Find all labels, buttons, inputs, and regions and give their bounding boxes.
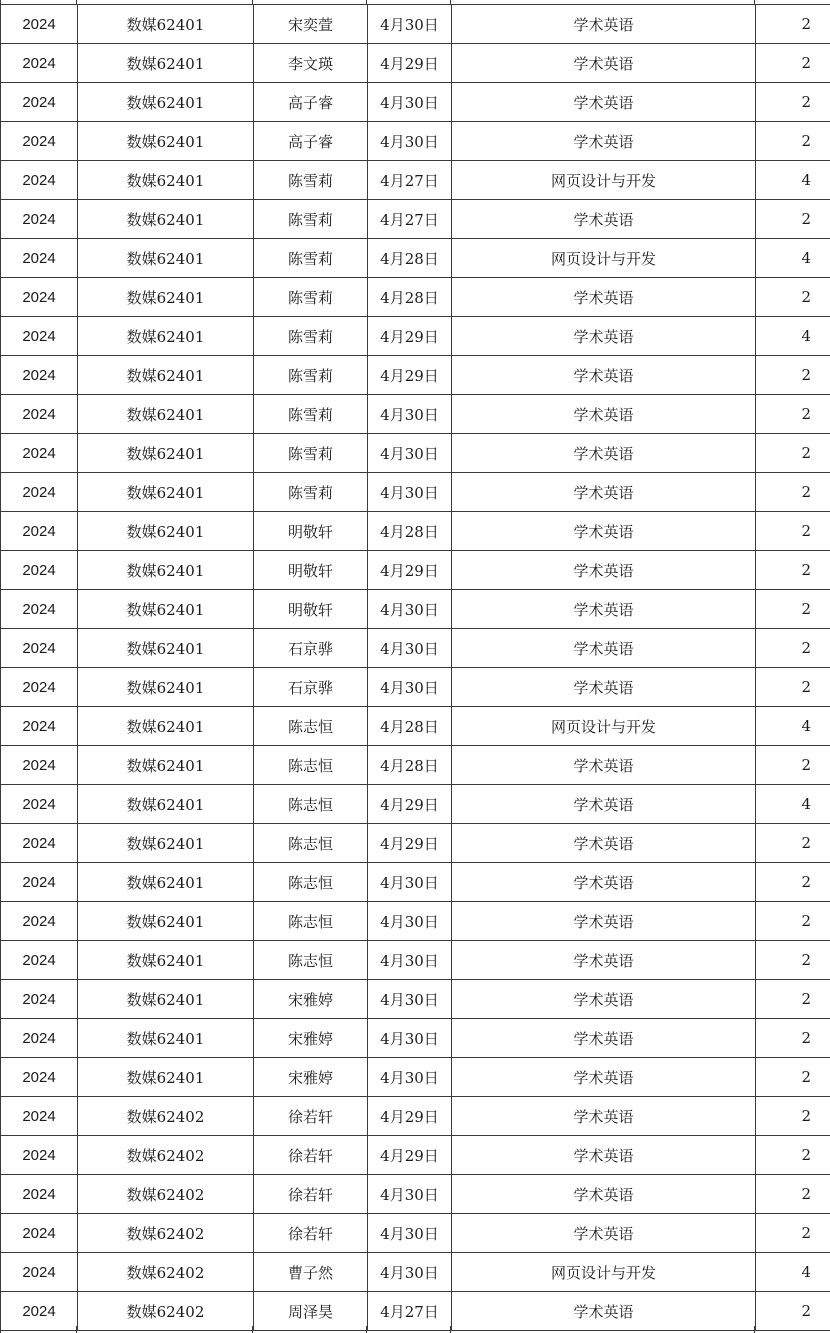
cell-year: 2024 [1, 707, 78, 746]
cell-name: 曹子然 [254, 1253, 368, 1292]
cell-class: 数媒62401 [78, 356, 254, 395]
table-row [1, 317, 830, 356]
table-row [1, 941, 830, 980]
cell-hours: 2 [756, 551, 830, 590]
cell-date: 4月30日 [368, 1253, 452, 1292]
cell-class: 数媒62401 [78, 980, 254, 1019]
table-row [1, 707, 830, 746]
table-row [1, 629, 830, 668]
table-row [1, 1019, 830, 1058]
cell-hours: 2 [756, 863, 830, 902]
cell-course: 学术英语 [452, 122, 756, 161]
cell-class: 数媒62401 [78, 590, 254, 629]
cell-hours: 2 [756, 83, 830, 122]
cell-year: 2024 [1, 980, 78, 1019]
cell-name: 陈志恒 [254, 785, 368, 824]
cell-year: 2024 [1, 434, 78, 473]
cell-hours: 2 [756, 395, 830, 434]
cell-class: 数媒62401 [78, 200, 254, 239]
cell-hours: 2 [756, 122, 830, 161]
cell-hours: 4 [756, 317, 830, 356]
cell-name: 明敬轩 [254, 551, 368, 590]
cell-date: 4月30日 [368, 1214, 452, 1253]
cell-year: 2024 [1, 590, 78, 629]
cell-hours: 2 [756, 902, 830, 941]
cell-course: 学术英语 [452, 473, 756, 512]
cell-name: 徐若轩 [254, 1136, 368, 1175]
cropped-bottom-edge [0, 1326, 830, 1333]
cell-course: 学术英语 [452, 512, 756, 551]
cell-class: 数媒62401 [78, 629, 254, 668]
cell-hours: 4 [756, 785, 830, 824]
cell-year: 2024 [1, 1214, 78, 1253]
table-row [1, 668, 830, 707]
cell-class: 数媒62401 [78, 941, 254, 980]
cell-class: 数媒62401 [78, 239, 254, 278]
cell-name: 高子睿 [254, 83, 368, 122]
cell-class: 数媒62402 [78, 1136, 254, 1175]
cell-date: 4月30日 [368, 5, 452, 44]
table-row [1, 1214, 830, 1253]
cell-date: 4月30日 [368, 1175, 452, 1214]
cell-hours: 2 [756, 668, 830, 707]
cell-year: 2024 [1, 863, 78, 902]
table-row [1, 44, 830, 83]
cell-course: 学术英语 [452, 902, 756, 941]
cell-course: 学术英语 [452, 200, 756, 239]
cell-name: 明敬轩 [254, 590, 368, 629]
cell-class: 数媒62401 [78, 317, 254, 356]
cell-hours: 2 [756, 1097, 830, 1136]
cell-date: 4月30日 [368, 863, 452, 902]
cell-course: 学术英语 [452, 980, 756, 1019]
cell-year: 2024 [1, 161, 78, 200]
cell-course: 学术英语 [452, 551, 756, 590]
cell-hours: 2 [756, 356, 830, 395]
cell-date: 4月30日 [368, 122, 452, 161]
cell-class: 数媒62401 [78, 863, 254, 902]
table-row [1, 200, 830, 239]
cell-hours: 2 [756, 200, 830, 239]
cell-date: 4月30日 [368, 668, 452, 707]
cell-course: 学术英语 [452, 5, 756, 44]
cell-course: 学术英语 [452, 941, 756, 980]
cell-course: 学术英语 [452, 863, 756, 902]
table-row [1, 239, 830, 278]
cell-year: 2024 [1, 1136, 78, 1175]
cell-date: 4月30日 [368, 83, 452, 122]
cell-year: 2024 [1, 5, 78, 44]
cell-hours: 2 [756, 590, 830, 629]
cell-course: 学术英语 [452, 356, 756, 395]
table-row [1, 434, 830, 473]
cell-class: 数媒62401 [78, 668, 254, 707]
cell-date: 4月27日 [368, 200, 452, 239]
cell-year: 2024 [1, 200, 78, 239]
cell-name: 陈雪莉 [254, 473, 368, 512]
cell-class: 数媒62401 [78, 551, 254, 590]
cell-name: 陈雪莉 [254, 278, 368, 317]
cell-class: 数媒62401 [78, 512, 254, 551]
cell-year: 2024 [1, 239, 78, 278]
table-row [1, 356, 830, 395]
cell-name: 李文瑛 [254, 44, 368, 83]
cell-date: 4月30日 [368, 1058, 452, 1097]
cell-course: 学术英语 [452, 1058, 756, 1097]
cell-hours: 4 [756, 1253, 830, 1292]
cell-course: 学术英语 [452, 746, 756, 785]
cell-course: 学术英语 [452, 395, 756, 434]
cell-name: 明敬轩 [254, 512, 368, 551]
cell-hours: 4 [756, 239, 830, 278]
cell-class: 数媒62402 [78, 1175, 254, 1214]
cell-hours: 2 [756, 5, 830, 44]
cell-year: 2024 [1, 785, 78, 824]
cell-hours: 2 [756, 278, 830, 317]
cell-year: 2024 [1, 1058, 78, 1097]
cell-name: 陈志恒 [254, 824, 368, 863]
table-row [1, 5, 830, 44]
cell-name: 陈志恒 [254, 863, 368, 902]
cell-year: 2024 [1, 824, 78, 863]
table-row [1, 278, 830, 317]
cell-hours: 2 [756, 434, 830, 473]
cell-date: 4月28日 [368, 239, 452, 278]
cell-date: 4月28日 [368, 278, 452, 317]
cell-course: 学术英语 [452, 629, 756, 668]
cell-name: 陈雪莉 [254, 317, 368, 356]
cell-class: 数媒62401 [78, 746, 254, 785]
cell-course: 学术英语 [452, 1136, 756, 1175]
cell-name: 陈雪莉 [254, 161, 368, 200]
cell-name: 陈志恒 [254, 707, 368, 746]
cell-year: 2024 [1, 629, 78, 668]
cell-year: 2024 [1, 1292, 78, 1331]
cell-date: 4月28日 [368, 707, 452, 746]
cell-course: 学术英语 [452, 590, 756, 629]
table-row [1, 473, 830, 512]
cell-class: 数媒62401 [78, 122, 254, 161]
cell-year: 2024 [1, 278, 78, 317]
cell-name: 宋雅婷 [254, 1019, 368, 1058]
cell-date: 4月29日 [368, 1097, 452, 1136]
cell-year: 2024 [1, 1019, 78, 1058]
cell-name: 徐若轩 [254, 1175, 368, 1214]
cell-date: 4月30日 [368, 629, 452, 668]
cell-date: 4月30日 [368, 434, 452, 473]
cell-course: 学术英语 [452, 44, 756, 83]
cell-hours: 2 [756, 1058, 830, 1097]
cell-class: 数媒62401 [78, 1058, 254, 1097]
cell-name: 宋雅婷 [254, 980, 368, 1019]
table-row [1, 746, 830, 785]
cell-course: 学术英语 [452, 317, 756, 356]
cell-date: 4月29日 [368, 44, 452, 83]
cell-date: 4月28日 [368, 746, 452, 785]
cell-class: 数媒62401 [78, 473, 254, 512]
cell-course: 网页设计与开发 [452, 1253, 756, 1292]
cell-course: 学术英语 [452, 1097, 756, 1136]
cell-name: 陈志恒 [254, 941, 368, 980]
cell-name: 徐若轩 [254, 1214, 368, 1253]
cell-year: 2024 [1, 356, 78, 395]
cell-course: 学术英语 [452, 1292, 756, 1331]
cell-year: 2024 [1, 668, 78, 707]
cell-class: 数媒62401 [78, 1019, 254, 1058]
table-row [1, 1292, 830, 1331]
cell-date: 4月29日 [368, 356, 452, 395]
table-row [1, 161, 830, 200]
table-row [1, 824, 830, 863]
cell-class: 数媒62401 [78, 44, 254, 83]
table-body [1, 5, 830, 1331]
cell-date: 4月28日 [368, 512, 452, 551]
cell-class: 数媒62402 [78, 1214, 254, 1253]
table-row [1, 1136, 830, 1175]
cell-hours: 2 [756, 1214, 830, 1253]
cell-year: 2024 [1, 122, 78, 161]
cell-date: 4月30日 [368, 980, 452, 1019]
table-row [1, 980, 830, 1019]
table-row [1, 1175, 830, 1214]
cell-name: 石京骅 [254, 668, 368, 707]
cell-hours: 2 [756, 1292, 830, 1331]
cell-name: 宋奕萱 [254, 5, 368, 44]
table-row [1, 590, 830, 629]
cell-hours: 2 [756, 629, 830, 668]
cell-hours: 2 [756, 44, 830, 83]
cell-name: 周泽昊 [254, 1292, 368, 1331]
cell-course: 网页设计与开发 [452, 239, 756, 278]
cell-hours: 2 [756, 941, 830, 980]
cell-name: 宋雅婷 [254, 1058, 368, 1097]
cell-course: 学术英语 [452, 83, 756, 122]
cell-course: 学术英语 [452, 668, 756, 707]
cell-course: 学术英语 [452, 278, 756, 317]
cell-date: 4月30日 [368, 395, 452, 434]
cell-year: 2024 [1, 1175, 78, 1214]
cell-name: 陈雪莉 [254, 395, 368, 434]
cell-class: 数媒62402 [78, 1292, 254, 1331]
cell-name: 石京骅 [254, 629, 368, 668]
table-row [1, 1058, 830, 1097]
cell-date: 4月29日 [368, 824, 452, 863]
cell-class: 数媒62401 [78, 83, 254, 122]
cell-year: 2024 [1, 746, 78, 785]
cell-hours: 2 [756, 746, 830, 785]
cell-date: 4月29日 [368, 785, 452, 824]
cell-hours: 2 [756, 473, 830, 512]
cell-date: 4月30日 [368, 590, 452, 629]
cell-name: 陈雪莉 [254, 434, 368, 473]
table-row [1, 395, 830, 434]
cell-date: 4月29日 [368, 551, 452, 590]
attendance-table [0, 4, 830, 1331]
cell-year: 2024 [1, 551, 78, 590]
cell-class: 数媒62401 [78, 434, 254, 473]
cell-year: 2024 [1, 473, 78, 512]
cell-course: 学术英语 [452, 434, 756, 473]
cell-year: 2024 [1, 1097, 78, 1136]
cell-course: 学术英语 [452, 1214, 756, 1253]
cell-date: 4月27日 [368, 161, 452, 200]
cell-date: 4月30日 [368, 1019, 452, 1058]
table-row [1, 785, 830, 824]
table-row [1, 122, 830, 161]
cell-class: 数媒62402 [78, 1253, 254, 1292]
cell-class: 数媒62401 [78, 161, 254, 200]
table-row [1, 1253, 830, 1292]
cell-date: 4月30日 [368, 941, 452, 980]
cell-year: 2024 [1, 395, 78, 434]
cell-year: 2024 [1, 941, 78, 980]
cell-course: 学术英语 [452, 785, 756, 824]
cell-hours: 2 [756, 1019, 830, 1058]
table-row [1, 1097, 830, 1136]
table-row [1, 863, 830, 902]
cell-course: 网页设计与开发 [452, 707, 756, 746]
cell-year: 2024 [1, 44, 78, 83]
cell-class: 数媒62401 [78, 785, 254, 824]
cell-course: 学术英语 [452, 1175, 756, 1214]
table-row [1, 512, 830, 551]
cell-year: 2024 [1, 512, 78, 551]
cell-class: 数媒62401 [78, 395, 254, 434]
cell-date: 4月27日 [368, 1292, 452, 1331]
cell-date: 4月29日 [368, 317, 452, 356]
cell-course: 网页设计与开发 [452, 161, 756, 200]
cell-hours: 2 [756, 1175, 830, 1214]
cell-hours: 2 [756, 824, 830, 863]
cell-name: 陈志恒 [254, 902, 368, 941]
cell-class: 数媒62401 [78, 707, 254, 746]
cell-year: 2024 [1, 1253, 78, 1292]
cell-year: 2024 [1, 83, 78, 122]
cell-date: 4月30日 [368, 473, 452, 512]
table-row [1, 902, 830, 941]
cell-class: 数媒62401 [78, 902, 254, 941]
cell-name: 陈雪莉 [254, 356, 368, 395]
cell-hours: 2 [756, 1136, 830, 1175]
cell-class: 数媒62402 [78, 1097, 254, 1136]
cell-name: 陈雪莉 [254, 239, 368, 278]
cell-date: 4月30日 [368, 902, 452, 941]
cell-year: 2024 [1, 902, 78, 941]
cell-class: 数媒62401 [78, 278, 254, 317]
cell-name: 徐若轩 [254, 1097, 368, 1136]
cell-name: 陈雪莉 [254, 200, 368, 239]
cell-date: 4月29日 [368, 1136, 452, 1175]
cell-hours: 2 [756, 980, 830, 1019]
cell-hours: 2 [756, 512, 830, 551]
cell-course: 学术英语 [452, 1019, 756, 1058]
cell-year: 2024 [1, 317, 78, 356]
cell-name: 陈志恒 [254, 746, 368, 785]
cell-course: 学术英语 [452, 824, 756, 863]
cell-class: 数媒62401 [78, 5, 254, 44]
cell-name: 高子睿 [254, 122, 368, 161]
table-row [1, 551, 830, 590]
cell-hours: 4 [756, 707, 830, 746]
table-row [1, 83, 830, 122]
cell-class: 数媒62401 [78, 824, 254, 863]
cell-hours: 4 [756, 161, 830, 200]
